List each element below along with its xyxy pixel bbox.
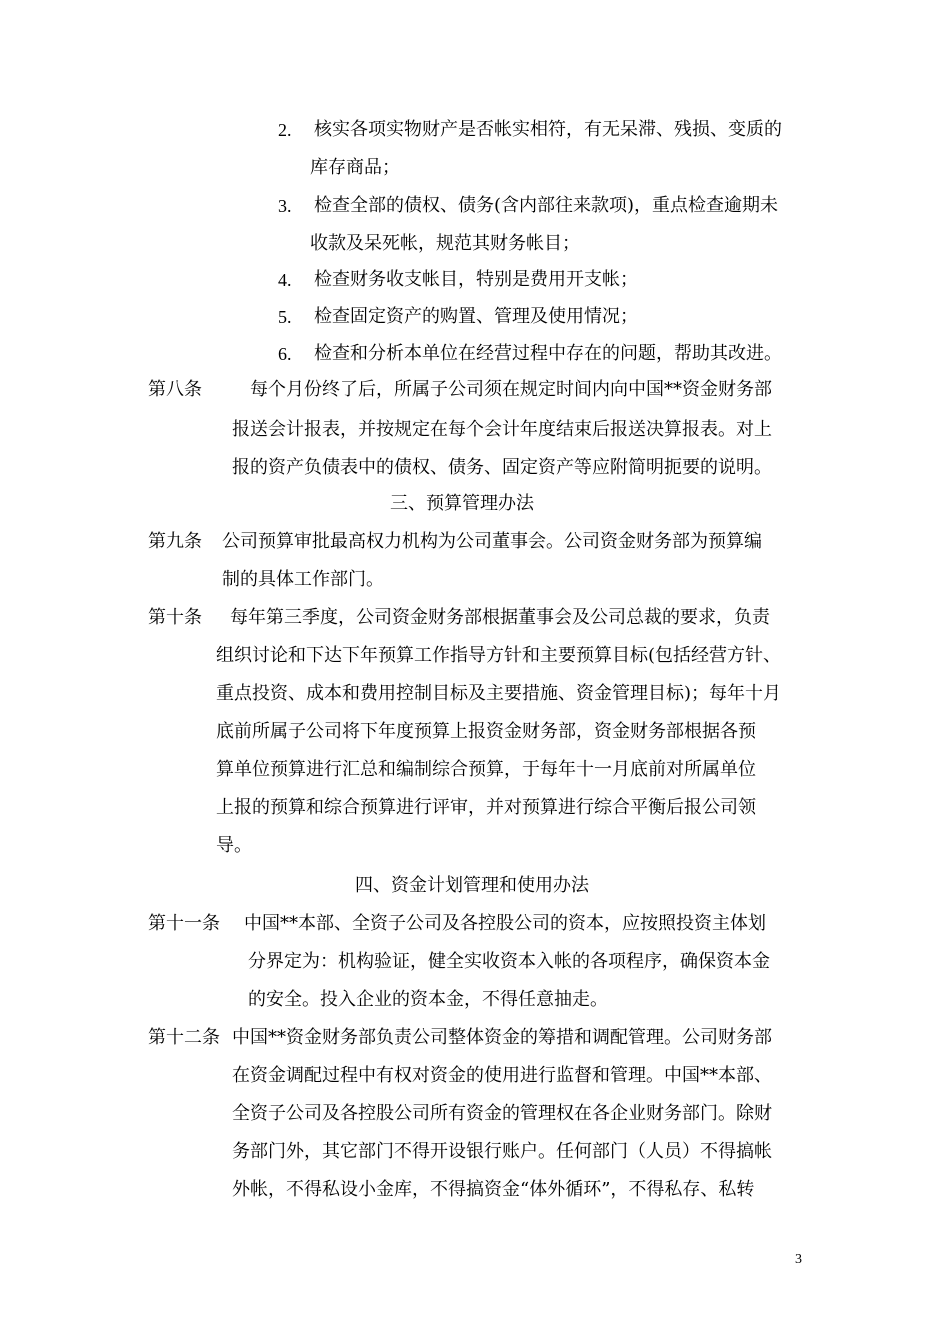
article-text: 公司预算审批最高权力机构为公司董事会。公司资金财务部为预算编 <box>222 531 762 552</box>
article-text: 全资子公司及各控股公司所有资金的管理权在各企业财务部门。除财 <box>232 1103 772 1124</box>
article-text: 中国**资金财务部负责公司整体资金的筹措和调配管理。公司财务部 <box>232 1027 772 1048</box>
article-label: 第十条 <box>148 607 202 628</box>
page-number: 3 <box>795 1252 802 1267</box>
article-text: 导。 <box>216 835 252 856</box>
article-text: 在资金调配过程中有权对资金的使用进行监督和管理。中国**本部、 <box>232 1065 772 1086</box>
article-text: 报送会计报表，并按规定在每个会计年度结束后报送决算报表。对上 <box>232 419 772 440</box>
article-text: 制的具体工作部门。 <box>222 569 384 590</box>
section-heading: 三、预算管理办法 <box>390 493 534 514</box>
article-label: 第九条 <box>148 531 202 552</box>
list-item-text: 库存商品； <box>310 157 400 178</box>
list-number: 2. <box>278 120 292 140</box>
article-text: 的安全。投入企业的资本金，不得任意抽走。 <box>248 989 608 1010</box>
article-text: 上报的预算和综合预算进行评审，并对预算进行综合平衡后报公司领 <box>216 797 756 818</box>
article-text: 每年第三季度，公司资金财务部根据董事会及公司总裁的要求，负责 <box>230 607 770 628</box>
article-text: 组织讨论和下达下年预算工作指导方针和主要预算目标(包括经营方针、 <box>216 645 782 666</box>
list-item-text: 核实各项实物财产是否帐实相符，有无呆滞、残损、变质的 <box>314 119 782 140</box>
list-item-text: 检查固定资产的购置、管理及使用情况； <box>314 306 638 327</box>
article-text: 算单位预算进行汇总和编制综合预算，于每年十一月底前对所属单位 <box>216 759 756 780</box>
article-text: 底前所属子公司将下年度预算上报资金财务部，资金财务部根据各预 <box>216 721 756 742</box>
list-item-text: 检查财务收支帐目，特别是费用开支帐； <box>314 269 638 290</box>
article-text: 中国**本部、全资子公司及各控股公司的资本，应按照投资主体划 <box>244 913 766 934</box>
article-text: 报的资产负债表中的债权、债务、固定资产等应附简明扼要的说明。 <box>232 457 772 478</box>
article-text: 每个月份终了后，所属子公司须在规定时间内向中国**资金财务部 <box>250 379 772 400</box>
list-number: 6. <box>278 344 292 364</box>
list-number: 5. <box>278 307 292 327</box>
article-label: 第八条 <box>148 379 202 400</box>
article-text: 外帐，不得私设小金库，不得搞资金“体外循环”，不得私存、私转 <box>232 1179 755 1200</box>
list-item-text: 检查和分析本单位在经营过程中存在的问题，帮助其改进。 <box>314 343 782 364</box>
list-item-text: 检查全部的债权、债务(含内部往来款项)，重点检查逾期未 <box>314 195 779 216</box>
article-text: 务部门外，其它部门不得开设银行账户。任何部门（人员）不得搞帐 <box>232 1141 772 1162</box>
list-number: 4. <box>278 270 292 290</box>
article-label: 第十一条 <box>148 913 220 934</box>
list-item-text: 收款及呆死帐，规范其财务帐目； <box>310 233 580 254</box>
article-text: 分界定为：机构验证，健全实收资本入帐的各项程序，确保资本金 <box>248 951 770 972</box>
list-number: 3. <box>278 196 292 216</box>
article-label: 第十二条 <box>148 1027 220 1048</box>
section-heading: 四、资金计划管理和使用办法 <box>355 875 589 896</box>
article-text: 重点投资、成本和费用控制目标及主要措施、资金管理目标)；每年十月 <box>216 683 782 704</box>
